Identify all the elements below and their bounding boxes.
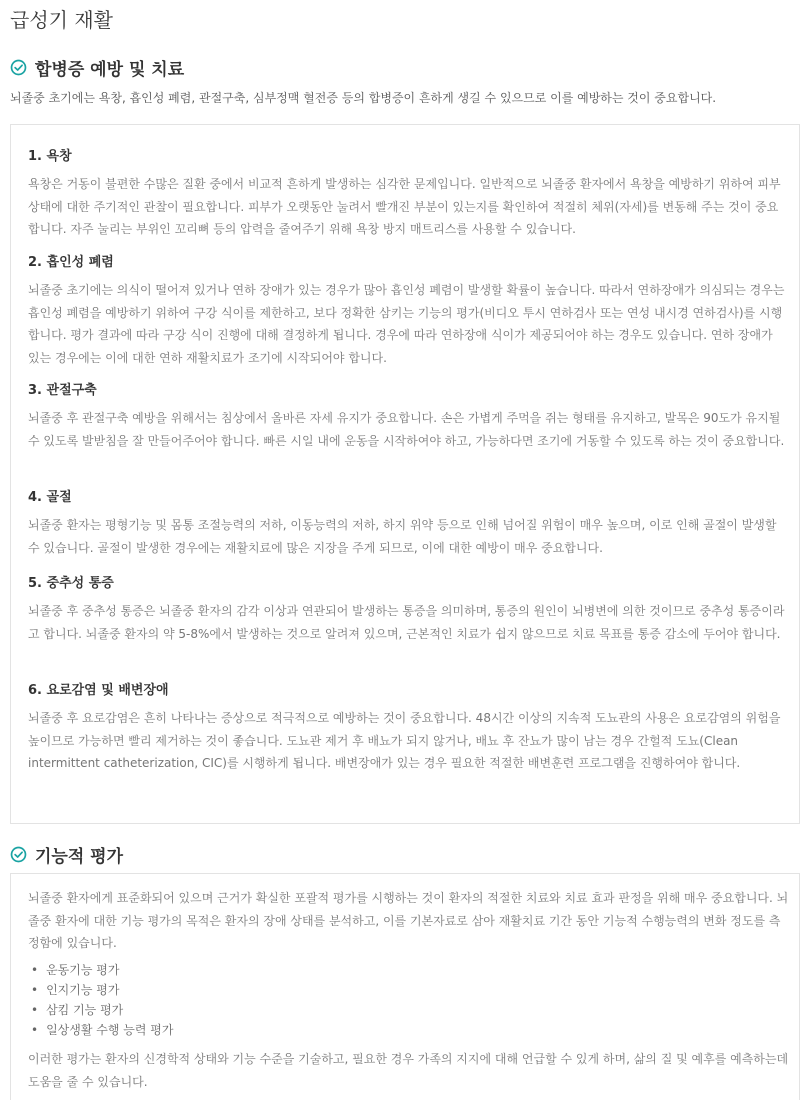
complication-item <box>28 145 788 241</box>
complication-body: 뇌졸중 후 요로감염은 흔히 나타나는 증상으로 적극적으로 예방하는 것이 중요합니다. 48시간 이상의 지속적 도뇨관의 사용은 요로감염의 위험을 높이므로 가능하면 빨리 제거하는 것이 좋습니다. 도뇨관 제거 후 배뇨가 되지 않거나, 배뇨 후 잔뇨가 많이 남는 경우 간헐적 도뇨(Clean intermittent catheterization, CIC)를 시행하게 됩니다. 배변장애가 있는 경우 필요한 적절한 배변훈련 프로그램을 진행하여야 합니다. <box>28 711 781 770</box>
check-circle-icon <box>10 846 27 863</box>
complication-body: 욕창은 거동이 불편한 수많은 질환 중에서 비교적 흔하게 발생하는 심각한 문제입니다. 일반적으로 뇌졸중 환자에서 욕창을 예방하기 위하여 피부 상태에 대한 주기적인 관찰이 필요합니다. 피부가 오랫동안 눌려서 빨개진 부분이 있는지를 확인하여 적절히 체위(자세)를 변동해 주는 것이 중요합니다. 자주 눌리는 부위인 꼬리뼈 등의 압력을 줄여주기 위해 욕창 방지 매트리스를 사용할 수 있습니다. <box>28 177 781 236</box>
complication-title: 4. 골절 <box>28 490 72 505</box>
complication-body: 뇌졸중 후 중추성 통증은 뇌졸중 환자의 감각 이상과 연관되어 발생하는 통증을 의미하며, 통증의 원인이 뇌병변에 의한 것이므로 중추성 통증이라고 합니다. 뇌졸중 환자의 약 5-8%에서 발생하는 것으로 알려져 있으며, 근본적인 치료가 쉽지 않으므로 치료 목표를 통증 감소에 두어야 합니다. <box>28 604 785 641</box>
complication-title: 2. 흡인성 폐렴 <box>28 255 114 270</box>
complication-body: 뇌졸중 후 관절구축 예방을 위해서는 침상에서 올바른 자세 유지가 중요합니다. 손은 가볍게 주먹을 쥐는 형태를 유지하고, 발목은 90도가 유지될 수 있도록 발받침을 잘 만들어주어야 합니다. 빠른 시일 내에 운동을 시작하여야 하고, 가능하다면 조기에 거동할 수 있도록 하는 것이 중요합니다. <box>28 411 785 448</box>
complication-item <box>28 679 788 775</box>
section-heading-complications <box>10 55 184 80</box>
complication-title: 1. 욕창 <box>28 149 72 164</box>
complication-item <box>28 486 788 559</box>
complication-title: 6. 요로감염 및 배변장애 <box>28 683 169 698</box>
complication-body: 뇌졸중 환자는 평형기능 및 몸통 조절능력의 저하, 이동능력의 저하, 하지 위약 등으로 인해 넘어질 위험이 매우 높으며, 이로 인해 골절이 발생할 수 있습니다. 골절이 발생한 경우에는 재활치료에 많은 지장을 주게 되므로, 이에 대한 예방이 매우 중요합니다. <box>28 518 777 555</box>
check-circle-icon <box>10 59 27 76</box>
page-title: 급성기 재활 <box>10 8 113 32</box>
section-intro: 뇌졸중 초기에는 욕창, 흡인성 폐렴, 관절구축, 심부정맥 혈전증 등의 합병증이 흔하게 생길 수 있으므로 이를 예방하는 것이 중요합니다. <box>10 91 717 105</box>
complication-title: 3. 관절구축 <box>28 383 97 398</box>
functional-eval-paragraph: 이러한 평가는 환자의 신경학적 상태와 기능 수준을 기술하고, 필요한 경우 가족의 지지에 대해 언급할 수 있게 하며, 삶의 질 및 예후를 예측하는데 도움을 줄 수 있습니다. <box>28 1052 789 1089</box>
functional-eval-box <box>10 873 800 1100</box>
complication-body: 뇌졸중 초기에는 의식이 떨어져 있거나 연하 장애가 있는 경우가 많아 흡인성 폐렴이 발생할 확률이 높습니다. 따라서 연하장애가 의심되는 경우는 흡인성 폐렴을 예방하기 위하여 구강 식이를 제한하고, 보다 정확한 삼키는 기능의 평가(비디오 투시 연하검사 또는 연성 내시경 연하검사)를 시행합니다. 평가 결과에 따라 구강 식이 진행에 대해 결정하게 됩니다. 경우에 따라 연하장애 식이가 제공되어야 하는 경우도 있습니다. 연하 장애가 있는 경우에는 이에 대한 연하 재활치료가 조기에 시작되어야 합니다. <box>28 283 785 365</box>
section-heading-text: 기능적 평가 <box>35 847 124 867</box>
functional-eval-paragraph: 뇌졸중 환자에게 표준화되어 있으며 근거가 확실한 포괄적 평가를 시행하는 것이 환자의 적절한 치료와 치료 효과 판정을 위해 매우 중요합니다. 뇌졸중 환자에 대한 기능 평가의 목적은 환자의 장애 상태를 분석하고, 이를 기본자료로 삼아 재활치료 기간 동안 기능적 수행능력의 변화 정도를 측정함에 있습니다. <box>28 891 789 950</box>
evaluation-list <box>31 960 173 1040</box>
section-heading-text: 합병증 예방 및 치료 <box>35 60 185 80</box>
list-item: • 삼킴 기능 평가 <box>31 1000 173 1020</box>
list-item: • 운동기능 평가 <box>31 960 173 980</box>
complications-box <box>10 124 800 824</box>
complication-title: 5. 중추성 통증 <box>28 576 114 591</box>
complication-item <box>28 379 788 452</box>
section-heading-functional-eval <box>10 842 123 867</box>
list-item: • 인지기능 평가 <box>31 980 173 1000</box>
complication-item <box>28 251 788 369</box>
list-item: • 일상생활 수행 능력 평가 <box>31 1020 173 1040</box>
complication-item <box>28 572 788 645</box>
